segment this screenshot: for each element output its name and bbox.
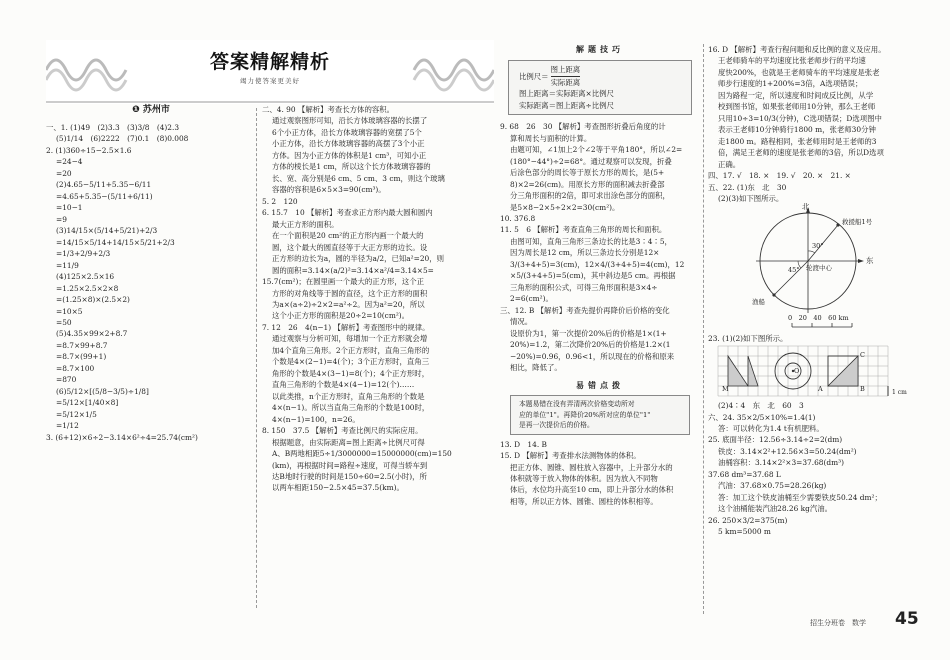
col1-line: =10×5 <box>56 306 83 316</box>
col2-line: 长、宽、高分别是6 cm、5 cm、3 cm，则这个玻璃 <box>272 173 445 183</box>
col4-line: 表示王老师10分钟骑行1800 m，张老师30分钟 <box>718 125 876 135</box>
col1-line: =11/9 <box>56 260 79 270</box>
col4-line: (2)(3)如下图所示。 <box>718 194 784 204</box>
col2-line: 方形的对角线等于圆的直径，这个正方形的面积 <box>272 288 428 298</box>
column-3-text <box>500 121 700 373</box>
col3-line: 分三角形面积的2倍，即可求出涂色部分的面积， <box>510 191 670 201</box>
col2-line: (km)，再根据时间=路程÷速度，可得当轿车到 <box>272 460 428 470</box>
compass-north-label: 北 <box>802 201 810 211</box>
col3-line: ×5/(3+4+5)=5(cm)，其中斜边是5 cm。再根据 <box>510 271 676 281</box>
col2-line: 7. 12 26 4(n−1) 【解析】考查图形中的规律。 <box>262 322 430 332</box>
col3-line: 由图可知，直角三角形三条边长的比是3∶4∶5， <box>510 236 672 246</box>
col3b-line: 把正方体、圆锥、圆柱放入容器中，上升部分水的 <box>510 462 673 472</box>
col4c-line: 5 km=5000 m <box>718 527 771 537</box>
page-title: 答案精解精析 <box>209 51 330 73</box>
grid-label-o: O <box>794 367 800 376</box>
col4-line: 五、22. (1)东 北 30 <box>708 182 787 192</box>
col4-line: 王老师骑车的平均速度比张老师步行的平均速 <box>718 56 866 66</box>
col1-line: 3. (6+12)×6÷2−3.14×6²÷4=25.74(cm²) <box>46 432 198 442</box>
col3-line: 由题可知，∠1加上2个∠2等于平角180°，所以∠2= <box>510 145 683 155</box>
col3-line: 20%)=1.2，第二次降价20%后的价格是1.2×(1 <box>510 340 671 350</box>
col3b-line: 相等，所以正方体、圆锥、圆柱的体积相等。 <box>510 496 658 506</box>
column-4-text <box>708 44 923 205</box>
col3-line: 相比，降低了。 <box>510 363 562 373</box>
col1-line: (2)4.65−5/11+5.35−6/11 <box>56 180 152 190</box>
col4-line: 校到图书馆，如果张老师用10分钟，那么王老师 <box>718 102 876 112</box>
col2-line: 8. 150 37.5 【解析】考查比例尺的实际应用。 <box>262 426 423 436</box>
col1-line: =4.65+5.35−(5/11+6/11) <box>56 191 153 201</box>
col3b-line: 体积就等于放入物体的体积。因为放入不同物 <box>510 473 658 483</box>
footer-text: 招生分班卷 数学 <box>810 619 866 627</box>
col3-line: 是5×8−2×5÷2×2=30(cm²)。 <box>510 202 620 212</box>
col3-line: 情况。 <box>510 317 533 327</box>
col4c-line: 油桶容积：3.14×2²×3=37.68(dm³) <box>718 458 844 468</box>
section-city: ❶ 苏州市 <box>132 105 170 115</box>
col2-line: 正方形的边长为a，圆的半径为a/2，已知a²=20，则 <box>272 254 445 264</box>
column-4-text-b <box>708 333 923 344</box>
scale-label: 比例尺＝ <box>519 71 549 81</box>
col4-line: 四、17. √ 18. × 19. √ 20. × 21. × <box>708 171 851 181</box>
header-banner <box>46 40 494 104</box>
mistake-text-3: 是再一次提价后的价格。 <box>519 421 594 430</box>
col1-line: =14/15×5/14+14/15×5/21+2/3 <box>56 237 175 247</box>
mistake-heading: 易错点拨 <box>576 380 624 390</box>
angle-45-label: 45° <box>788 265 800 274</box>
col3-line: 2=6(cm²)。 <box>510 294 553 304</box>
col2-line: 为a×(a÷2)÷2×2=a²÷2。因为a²=20，所以 <box>272 299 425 309</box>
col1-line: =8.7×(99+1) <box>56 352 107 362</box>
col4c-line: 汽油：37.68×0.75=28.26(kg) <box>718 481 827 491</box>
tips-box <box>508 60 692 115</box>
angle-30-label: 30° <box>812 241 824 250</box>
col2-line: 二、4. 90 【解析】考查长方体的容积。 <box>262 105 395 114</box>
col2-line: 容器的容积是6×5×3=90(cm³)。 <box>272 185 386 195</box>
grid-svg <box>708 344 923 400</box>
col2-line: 小正方体，沿长方体玻璃容器的高摆了3个小正 <box>272 139 425 149</box>
col1-line: =870 <box>56 375 77 385</box>
col4-line: 16. D 【解析】考查行程问题和反比例的意义及应用。 <box>708 45 886 54</box>
col3b-line: 13. D 14. B <box>500 439 547 449</box>
col3-line: 三、12. B 【解析】考查先提价再降价后价格的变化 <box>500 305 670 315</box>
col2-line: 圆的面积=3.14×(a/2)²=3.14×a²/4=3.14×5= <box>272 265 434 275</box>
col4c-line: 这个油桶能装汽油28.26 kg汽油。 <box>718 504 833 514</box>
col4c-line: 25. 底面半径：12.56÷3.14÷2=2(dm) <box>708 435 843 445</box>
col3-line: 设原价为1，第一次提价20%后的价格是1×(1+ <box>510 328 667 338</box>
col3-line: 8)×2=26(cm)。用原长方形的面积减去折叠部 <box>510 179 665 189</box>
ferry-center-label: 轮渡中心 <box>806 263 832 272</box>
col2-line: 6. 15.7 10 【解析】考查求正方形内最大圆和圆内 <box>262 208 433 218</box>
column-1 <box>46 122 251 443</box>
col2-line: 圆，这个最大的圆直径等于大正方形的边长。设 <box>272 242 428 252</box>
col4-line: 正确。 <box>718 159 741 169</box>
page-subtitle: 竭力使答案更美好 <box>240 77 300 85</box>
grid-diagram <box>708 344 923 400</box>
col1-line: =20 <box>56 168 72 178</box>
column-3-text-b <box>500 439 700 508</box>
mistake-box <box>510 395 690 435</box>
col2-line: 个数是4×(2−1)=4(个)；3个正方形时，直角三 <box>272 357 430 367</box>
col3b-line: 15. D 【解析】考查排水法测物体的体积。 <box>500 451 641 461</box>
rescue-ship-label: 救援船1号 <box>842 217 873 226</box>
col1-line: =5/12×[1/40×8] <box>56 398 119 408</box>
col2-line: 最大正方形的面积。 <box>272 219 339 229</box>
col4c-line: 铁皮：3.14×2²+12.56×3=50.24(dm²) <box>718 446 857 456</box>
col4c-line: (2)4∶4 东 北 60 3 <box>718 401 804 411</box>
col1-line: =5/12×1/5 <box>56 409 97 419</box>
formula-3: 实际距离＝图上距离÷比例尺 <box>519 100 614 110</box>
column-divider <box>256 108 257 608</box>
col3-line: 9. 68 26 30 【解析】考查图形折叠后角度的计 <box>500 122 666 132</box>
col3-line: −20%)=0.96，0.96<1，所以现在的价格和原来 <box>510 351 675 361</box>
col1-line: (4)125×2.5×16 <box>56 272 115 282</box>
column-3 <box>500 44 700 507</box>
scale-formula <box>519 64 681 88</box>
col2-line: 6个小正方体，沿长方体玻璃容器的宽摆了5个 <box>272 127 422 137</box>
col1-line: =8.7×100 <box>56 363 95 373</box>
col2-line: 角形的个数是4×(3−1)=8(个)；4个正方形时， <box>272 368 430 378</box>
column-divider-2 <box>703 44 704 614</box>
col1-line: =9 <box>56 214 67 224</box>
col2-line: 根据题意，由实际距离=图上距离÷比例尺可得 <box>272 437 425 447</box>
grid-label-b: B <box>860 385 865 394</box>
fishing-boat-label: 渔船 <box>752 297 765 306</box>
col3-line: 三角形的面积公式，可得三角形面积是3×4÷ <box>510 282 658 292</box>
column-4-text-c <box>708 400 923 538</box>
grid-unit-label: 1 cm <box>892 389 907 397</box>
col2-line: 通过观察与分析可知，每增加一个正方形就会增 <box>272 334 428 344</box>
col4-line: 只用10÷3=10/3(分钟)，C选项错误；D选项图中 <box>718 113 882 123</box>
page-number: 45 <box>895 609 919 629</box>
col2-line: 方体。因为小正方体的体积是1 cm³，可知小正 <box>272 150 427 160</box>
col2-line: 15.7(cm²)；在圆里画一个最大的正方形，这个正 <box>262 277 424 287</box>
col1-line: (3)14/15×(5/14+5/21)+2/3 <box>56 226 158 236</box>
col3-line: 11. 5 6 【解析】考查直角三角形的周长和面积。 <box>500 225 667 235</box>
col3-line: 10. 376.8 <box>500 214 536 224</box>
col4-line: 度快200%，也就是王老师骑车的平均速度是张老 <box>718 67 880 77</box>
col2-line: 加4个直角三角形。2个正方形时，直角三角形的 <box>272 345 430 355</box>
column-2 <box>262 104 492 494</box>
col4b-line: 23. (1)(2)如下图所示。 <box>708 333 788 343</box>
col2-line: 通过观察图形可知，沿长方体玻璃容器的长摆了 <box>272 116 428 126</box>
col3-line: 算和周长与面积的计算。 <box>510 133 592 143</box>
col3-line: 后涂色部分的周长等于原长方形的周长，是(5+ <box>510 168 665 178</box>
scale-denominator: 实际距离 <box>550 77 581 87</box>
col2-line: 5. 2 120 <box>262 196 298 206</box>
col3-line: 因为周长是12 cm，所以三条边长分别是12× <box>510 248 660 258</box>
mistake-text-1: 本题易错在没有弄清两次价格变动所对 <box>519 399 635 408</box>
col4c-line: 答：加工这个铁皮油桶至少需要铁皮50.24 dm²； <box>718 492 882 502</box>
formula-2: 图上距离＝实际距离×比例尺 <box>519 89 614 99</box>
col4-line: 师步行速度的1+200%=3倍，A选项错误； <box>718 79 863 89</box>
col2-line: 在一个面积是20 cm²的正方形内画一个最大的 <box>272 231 424 241</box>
col2-line: 方体的棱长是1 cm，所以这个长方体玻璃容器的 <box>272 162 431 172</box>
compass-scale-label: 0 20 40 60 km <box>788 313 849 322</box>
col2-line: 以此类推，n个正方形时，直角三角形的个数是 <box>272 391 425 401</box>
scale-numerator: 图上距离 <box>551 64 581 76</box>
col1-line: =10−1 <box>56 203 83 213</box>
col4c-line: 37.68 dm³=37.68 L <box>708 469 781 479</box>
col1-line: =1.25×2.5×2×8 <box>56 283 119 293</box>
tips-heading: 解题技巧 <box>576 45 624 54</box>
col1-line: =24−4 <box>56 157 83 167</box>
col1-line: =8.7×99+8.7 <box>56 340 108 350</box>
col2-line: 达B地时行驶的时间是150÷60=2.5(小时)，所 <box>272 472 427 481</box>
grid-label-a: A <box>818 385 823 394</box>
col1-line: =50 <box>56 317 72 327</box>
col1-line: (5)1/14 (6)2222 (7)0.1 (8)0.008 <box>56 134 189 144</box>
col4-line: 倍，满足王老师的速度是张老师的3倍，所以D选项 <box>718 148 884 158</box>
col4c-line: 答：可以转化为1.4 t有机肥料。 <box>718 423 824 433</box>
col2-line: A、B两地相距5÷1/3000000=15000000(cm)=150 <box>272 449 452 459</box>
col1-line: (6)5/12×[(5/8−3/5)÷1/8] <box>56 386 149 396</box>
col3-line: 3/(3+4+5)=3(cm)，12×4/(3+4+5)=4(cm)，12 <box>510 259 685 269</box>
col1-line: (5)4.35×99×2+8.7 <box>56 329 128 339</box>
col2-line: 这个小正方形的面积是20÷2=10(cm²)。 <box>272 311 410 321</box>
col1-line: 一、1. (1)49 (2)3.3 (3)3/8 (4)2.3 <box>46 123 180 132</box>
compass-east-label: 东 <box>866 255 874 265</box>
col4c-line: 26. 250×3/2=375(m) <box>708 515 788 525</box>
col2-line: 4×(n−1)=100，n=26。 <box>272 414 360 424</box>
col2-line: 直角三角形的个数是4×(4−1)=12(个)…… <box>272 380 415 390</box>
compass-diagram <box>708 201 923 333</box>
col2-line: 4×(n−1)。所以当直角三角形的个数是100时， <box>272 403 430 413</box>
col1-line: =(1.25×8)×(2.5×2) <box>56 295 130 305</box>
col4-line: 因为路程一定，所以速度和时间成反比例，从学 <box>718 90 874 100</box>
mistake-text-2: 应的单位"1"。再降价20%所对应的单位"1" <box>519 410 651 419</box>
col1-line: 2. (1)360÷15−2.5×1.6 <box>46 145 132 155</box>
col1-line: =1/12 <box>56 421 79 431</box>
col4-line: 走1800 m。路程相同，张老师用时是王老师的3 <box>718 136 877 146</box>
col1-line: =1/3+2/9+2/3 <box>56 249 111 259</box>
col4c-line: 六、24. 35×2/5×10%=1.4(1) <box>708 412 816 422</box>
column-4 <box>708 44 923 538</box>
grid-label-m: M <box>722 385 729 394</box>
grid-label-c: C <box>860 351 865 360</box>
col2-line: 以两车相距150−2.5×45=37.5(km)。 <box>272 483 404 493</box>
col3b-line: 体后，水位均升高至10 cm，即上升部分水的体积 <box>510 485 674 495</box>
col3-line: (180°−44°)÷2=68°。通过观察可以发现，折叠 <box>510 156 672 166</box>
